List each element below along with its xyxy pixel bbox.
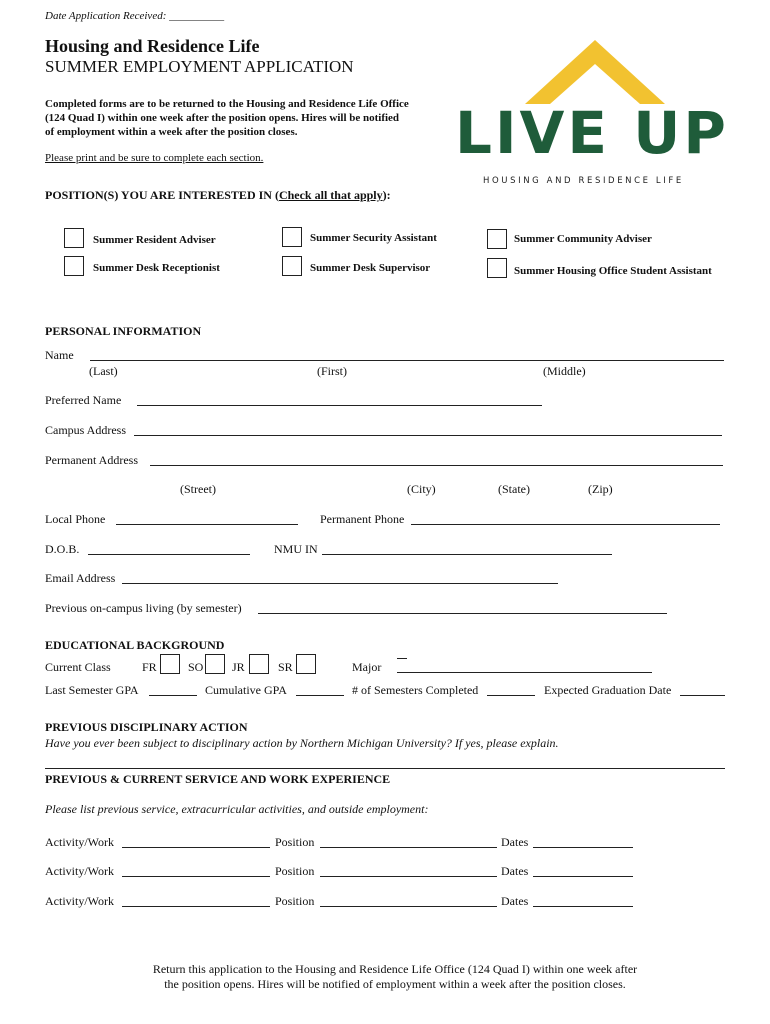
activity-field-3[interactable]: [122, 906, 270, 907]
dates-field-2[interactable]: [533, 876, 633, 877]
label-security-assistant: Summer Security Assistant: [310, 232, 437, 244]
nmu-in-field[interactable]: [322, 554, 612, 555]
semesters-field[interactable]: [487, 695, 535, 696]
label-resident-adviser: Summer Resident Adviser: [93, 234, 216, 246]
semesters-label: # of Semesters Completed: [352, 683, 479, 697]
print-note: Please print and be sure to complete each section.: [45, 152, 264, 164]
instructions-line-1: Completed forms are to be returned to the Housing and Residence Life Office: [45, 98, 409, 110]
discipline-explanation-field[interactable]: [45, 768, 725, 769]
instructions-line-3: of employment within a week after the position closes.: [45, 126, 298, 138]
preferred-name-label: Preferred Name: [45, 393, 122, 407]
positions-heading: POSITION(S) YOU ARE INTERESTED IN (Check all that apply):: [45, 188, 391, 202]
cum-gpa-field[interactable]: [296, 695, 344, 696]
grad-date-field[interactable]: [680, 695, 725, 696]
permanent-phone-field[interactable]: [411, 524, 720, 525]
dates-field-3[interactable]: [533, 906, 633, 907]
checkbox-resident-adviser[interactable]: [64, 228, 84, 248]
position-field-3[interactable]: [320, 906, 497, 907]
label-desk-supervisor: Summer Desk Supervisor: [310, 262, 431, 274]
permanent-address-field[interactable]: [150, 465, 723, 466]
checkbox-desk-supervisor[interactable]: [282, 256, 302, 276]
campus-address-field[interactable]: [134, 435, 722, 436]
dates-label-2: Dates: [501, 864, 529, 878]
instructions-line-2: (124 Quad I) within one week after the position opens. Hires will be notified: [45, 112, 400, 124]
name-middle-caption: (Middle): [543, 364, 586, 378]
position-label-3: Position: [275, 894, 315, 908]
permanent-phone-label: Permanent Phone: [320, 512, 405, 526]
name-last-caption: (Last): [89, 364, 118, 378]
date-received-field: Date Application Received: __________: [45, 10, 225, 22]
checkbox-housing-office-assistant[interactable]: [487, 258, 507, 278]
grad-date-label: Expected Graduation Date: [544, 683, 672, 697]
education-heading: EDUCATIONAL BACKGROUND: [45, 638, 225, 652]
activity-label-1: Activity/Work: [45, 835, 115, 849]
email-label: Email Address: [45, 571, 116, 585]
previous-living-field[interactable]: [258, 613, 667, 614]
addr-zip-caption: (Zip): [588, 482, 613, 496]
preferred-name-field[interactable]: [137, 405, 542, 406]
class-sr-label: SR: [278, 660, 293, 674]
checkbox-class-fr[interactable]: [160, 654, 180, 674]
addr-street-caption: (Street): [180, 482, 216, 496]
addr-city-caption: (City): [407, 482, 436, 496]
cum-gpa-label: Cumulative GPA: [205, 683, 287, 697]
name-field[interactable]: [90, 360, 724, 361]
form-title: Housing and Residence Life: [45, 36, 260, 56]
activity-field-2[interactable]: [122, 876, 270, 877]
experience-note: Please list previous service, extracurricular activities, and outside employment:: [45, 802, 429, 816]
personal-heading: PERSONAL INFORMATION: [45, 324, 202, 338]
logo-wordmark: LIVE UP: [455, 99, 729, 167]
major-field[interactable]: [397, 672, 652, 673]
discipline-heading: PREVIOUS DISCIPLINARY ACTION: [45, 720, 248, 734]
nmu-in-label: NMU IN: [274, 542, 318, 556]
current-class-label: Current Class: [45, 660, 111, 674]
class-so-label: SO: [188, 660, 204, 674]
permanent-address-label: Permanent Address: [45, 453, 138, 467]
last-gpa-field[interactable]: [149, 695, 197, 696]
label-desk-receptionist: Summer Desk Receptionist: [93, 262, 220, 274]
activity-field-1[interactable]: [122, 847, 270, 848]
experience-heading: PREVIOUS & CURRENT SERVICE AND WORK EXPERIENCE: [45, 772, 391, 786]
checkbox-class-sr[interactable]: [296, 654, 316, 674]
checkbox-community-adviser[interactable]: [487, 229, 507, 249]
class-jr-label: JR: [232, 660, 245, 674]
major-short-line: [397, 658, 407, 659]
label-housing-office-assistant: Summer Housing Office Student Assistant: [514, 265, 712, 277]
position-label-1: Position: [275, 835, 315, 849]
major-label: Major: [352, 660, 382, 674]
checkbox-desk-receptionist[interactable]: [64, 256, 84, 276]
class-fr-label: FR: [142, 660, 157, 674]
dob-field[interactable]: [88, 554, 250, 555]
previous-living-label: Previous on-campus living (by semester): [45, 601, 242, 615]
footer-line-1: Return this application to the Housing and Residence Life Office (124 Quad I) within one week after: [152, 962, 638, 976]
label-community-adviser: Summer Community Adviser: [514, 233, 652, 245]
live-up-logo: [455, 36, 729, 186]
discipline-question: Have you ever been subject to disciplinary action by Northern Michigan University? If yes, please explain.: [45, 736, 559, 750]
activity-label-2: Activity/Work: [45, 864, 115, 878]
local-phone-label: Local Phone: [45, 512, 106, 526]
dates-label-3: Dates: [501, 894, 529, 908]
position-field-1[interactable]: [320, 847, 497, 848]
last-gpa-label: Last Semester GPA: [45, 683, 139, 697]
position-label-2: Position: [275, 864, 315, 878]
activity-label-3: Activity/Work: [45, 894, 115, 908]
checkbox-class-jr[interactable]: [249, 654, 269, 674]
dates-label-1: Dates: [501, 835, 529, 849]
position-field-2[interactable]: [320, 876, 497, 877]
name-first-caption: (First): [317, 364, 347, 378]
dob-label: D.O.B.: [45, 542, 80, 556]
form-subtitle: SUMMER EMPLOYMENT APPLICATION: [45, 57, 354, 76]
campus-address-label: Campus Address: [45, 423, 126, 437]
checkbox-class-so[interactable]: [205, 654, 225, 674]
addr-state-caption: (State): [498, 482, 530, 496]
checkbox-security-assistant[interactable]: [282, 227, 302, 247]
dates-field-1[interactable]: [533, 847, 633, 848]
footer-line-2: the position opens. Hires will be notified of employment within a week after the position closes.: [164, 977, 626, 991]
local-phone-field[interactable]: [116, 524, 298, 525]
email-field[interactable]: [122, 583, 558, 584]
logo-tagline: HOUSING AND RESIDENCE LIFE: [483, 176, 684, 186]
name-label: Name: [45, 348, 74, 362]
